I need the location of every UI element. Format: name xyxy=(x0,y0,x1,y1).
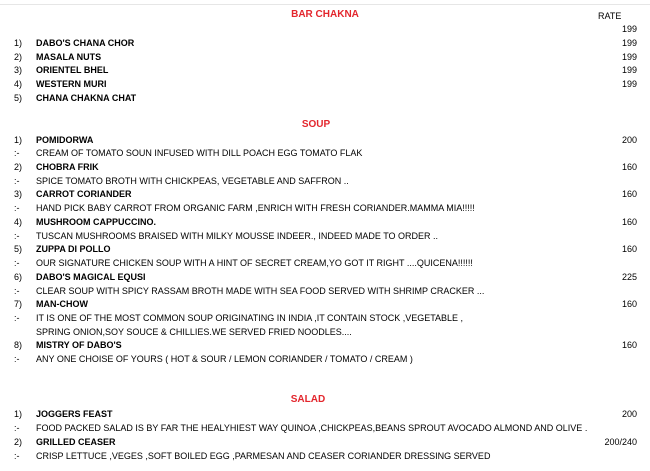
item-number: 1) xyxy=(14,409,23,419)
item-description: SPICE TOMATO BROTH WITH CHICKPEAS, VEGETABLE AND SAFFRON .. xyxy=(36,176,349,186)
bar-chakna-title: BAR CHAKNA xyxy=(291,9,359,20)
item-name: MUSHROOM CAPPUCCINO. xyxy=(36,217,157,227)
bar-chakna-top-price-row xyxy=(0,22,650,36)
item-name: WESTERN MURI xyxy=(36,79,107,89)
item-number: 3) xyxy=(14,65,23,75)
soup-item xyxy=(0,187,650,201)
item-number: 4) xyxy=(14,217,23,227)
description-marker: :- xyxy=(14,176,20,186)
bar-chakna-top-price: 199 xyxy=(621,24,637,34)
item-name: ZUPPA DI POLLO xyxy=(36,244,111,254)
item-price: 200/240 xyxy=(604,437,637,447)
item-description: CLEAR SOUP WITH SPICY RASSAM BROTH MADE WITH SEA FOOD SERVED WITH SHRIMP CRACKER ... xyxy=(36,286,485,296)
item-name: DABO'S CHANA CHOR xyxy=(36,38,135,48)
salad-item xyxy=(0,435,650,449)
item-name: GRILLED CEASER xyxy=(36,437,116,447)
description-marker: :- xyxy=(14,451,20,461)
bar-chakna-item xyxy=(0,50,650,64)
item-price: 160 xyxy=(621,162,637,172)
item-number: 2) xyxy=(14,437,23,447)
item-name: CHANA CHAKNA CHAT xyxy=(36,93,137,103)
soup-item xyxy=(0,242,650,256)
item-number: 2) xyxy=(14,162,23,172)
rate-header: RATE xyxy=(598,11,622,21)
top-divider xyxy=(0,4,650,5)
soup-item xyxy=(0,160,650,174)
item-price: 160 xyxy=(621,340,637,350)
soup-item-description xyxy=(0,284,650,298)
soup-item xyxy=(0,338,650,352)
salad-item-description xyxy=(0,449,650,463)
soup-item-description xyxy=(0,256,650,270)
item-name: CHOBRA FRIK xyxy=(36,162,99,172)
description-marker: :- xyxy=(14,258,20,268)
item-number: 5) xyxy=(14,93,23,103)
item-number: 5) xyxy=(14,244,23,254)
soup-title: SOUP xyxy=(301,119,331,130)
soup-item-description xyxy=(0,146,650,160)
item-number: 1) xyxy=(14,38,23,48)
description-marker: :- xyxy=(14,423,20,433)
soup-item-description xyxy=(0,174,650,188)
item-description: IT IS ONE OF THE MOST COMMON SOUP ORIGINATING IN INDIA ,IT CONTAIN STOCK ,VEGETABLE , xyxy=(36,313,464,323)
salad-title: SALAD xyxy=(290,394,326,405)
item-name: POMIDORWA xyxy=(36,135,94,145)
soup-item xyxy=(0,215,650,229)
item-number: 4) xyxy=(14,79,23,89)
item-description: TUSCAN MUSHROOMS BRAISED WITH MILKY MOUSSE INDEER., INDEED MADE TO ORDER .. xyxy=(36,231,439,241)
item-description: SPRING ONION,SOY SOUCE & CHILLIES.WE SERVED FRIED NOODLES.... xyxy=(36,327,352,337)
item-number: 2) xyxy=(14,52,23,62)
description-marker: :- xyxy=(14,286,20,296)
item-number: 7) xyxy=(14,299,23,309)
item-price: 200 xyxy=(621,409,637,419)
bar-chakna-item xyxy=(0,63,650,77)
salad-item-description xyxy=(0,421,650,435)
item-description: HAND PICK BABY CARROT FROM ORGANIC FARM ,ENRICH WITH FRESH CORIANDER.MAMMA MIA!!!!! xyxy=(36,203,475,213)
description-marker: :- xyxy=(14,148,20,158)
soup-item-description-continued xyxy=(0,325,650,339)
item-name: JOGGERS FEAST xyxy=(36,409,113,419)
item-name: MISTRY OF DABO'S xyxy=(36,340,122,350)
item-price: 160 xyxy=(621,189,637,199)
item-price: 160 xyxy=(621,244,637,254)
item-price: 199 xyxy=(621,38,637,48)
item-description: ANY ONE CHOISE OF YOURS ( HOT & SOUR / LEMON CORIANDER / TOMATO / CREAM ) xyxy=(36,354,413,364)
bar-chakna-item xyxy=(0,91,650,105)
soup-item-description xyxy=(0,311,650,325)
bar-chakna-item xyxy=(0,77,650,91)
item-name: CARROT CORIANDER xyxy=(36,189,132,199)
bar-chakna-item xyxy=(0,36,650,50)
soup-item xyxy=(0,133,650,147)
item-price: 199 xyxy=(621,52,637,62)
item-price: 160 xyxy=(621,299,637,309)
item-number: 3) xyxy=(14,189,23,199)
item-description: OUR SIGNATURE CHICKEN SOUP WITH A HINT OF SECRET CREAM,YO GOT IT RIGHT ....QUICENA!!!!!! xyxy=(36,258,473,268)
item-description: CRISP LETTUCE ,VEGES ,SOFT BOILED EGG ,PARMESAN AND CEASER CORIANDER DRESSING SERVED xyxy=(36,451,491,461)
item-price: 225 xyxy=(621,272,637,282)
item-number: 6) xyxy=(14,272,23,282)
salad-item xyxy=(0,407,650,421)
description-marker: :- xyxy=(14,231,20,241)
item-name: MASALA NUTS xyxy=(36,52,102,62)
description-marker: :- xyxy=(14,313,20,323)
item-name: DABO'S MAGICAL EQUSI xyxy=(36,272,146,282)
item-name: MAN-CHOW xyxy=(36,299,88,309)
item-price: 199 xyxy=(621,79,637,89)
item-description: CREAM OF TOMATO SOUN INFUSED WITH DILL POACH EGG TOMATO FLAK xyxy=(36,148,363,158)
soup-item-description xyxy=(0,201,650,215)
item-number: 8) xyxy=(14,340,23,350)
item-price: 200 xyxy=(621,135,637,145)
soup-item-description xyxy=(0,352,650,366)
item-description: FOOD PACKED SALAD IS BY FAR THE HEALYHIEST WAY QUINOA ,CHICKPEAS,BEANS SPROUT AVOCADO ALMOND AND OLIVE . xyxy=(36,423,588,433)
soup-item xyxy=(0,297,650,311)
item-number: 1) xyxy=(14,135,23,145)
item-name: ORIENTEL BHEL xyxy=(36,65,109,75)
item-price: 199 xyxy=(621,65,637,75)
soup-item xyxy=(0,270,650,284)
soup-item-description xyxy=(0,229,650,243)
description-marker: :- xyxy=(14,203,20,213)
item-price: 160 xyxy=(621,217,637,227)
description-marker: :- xyxy=(14,354,20,364)
